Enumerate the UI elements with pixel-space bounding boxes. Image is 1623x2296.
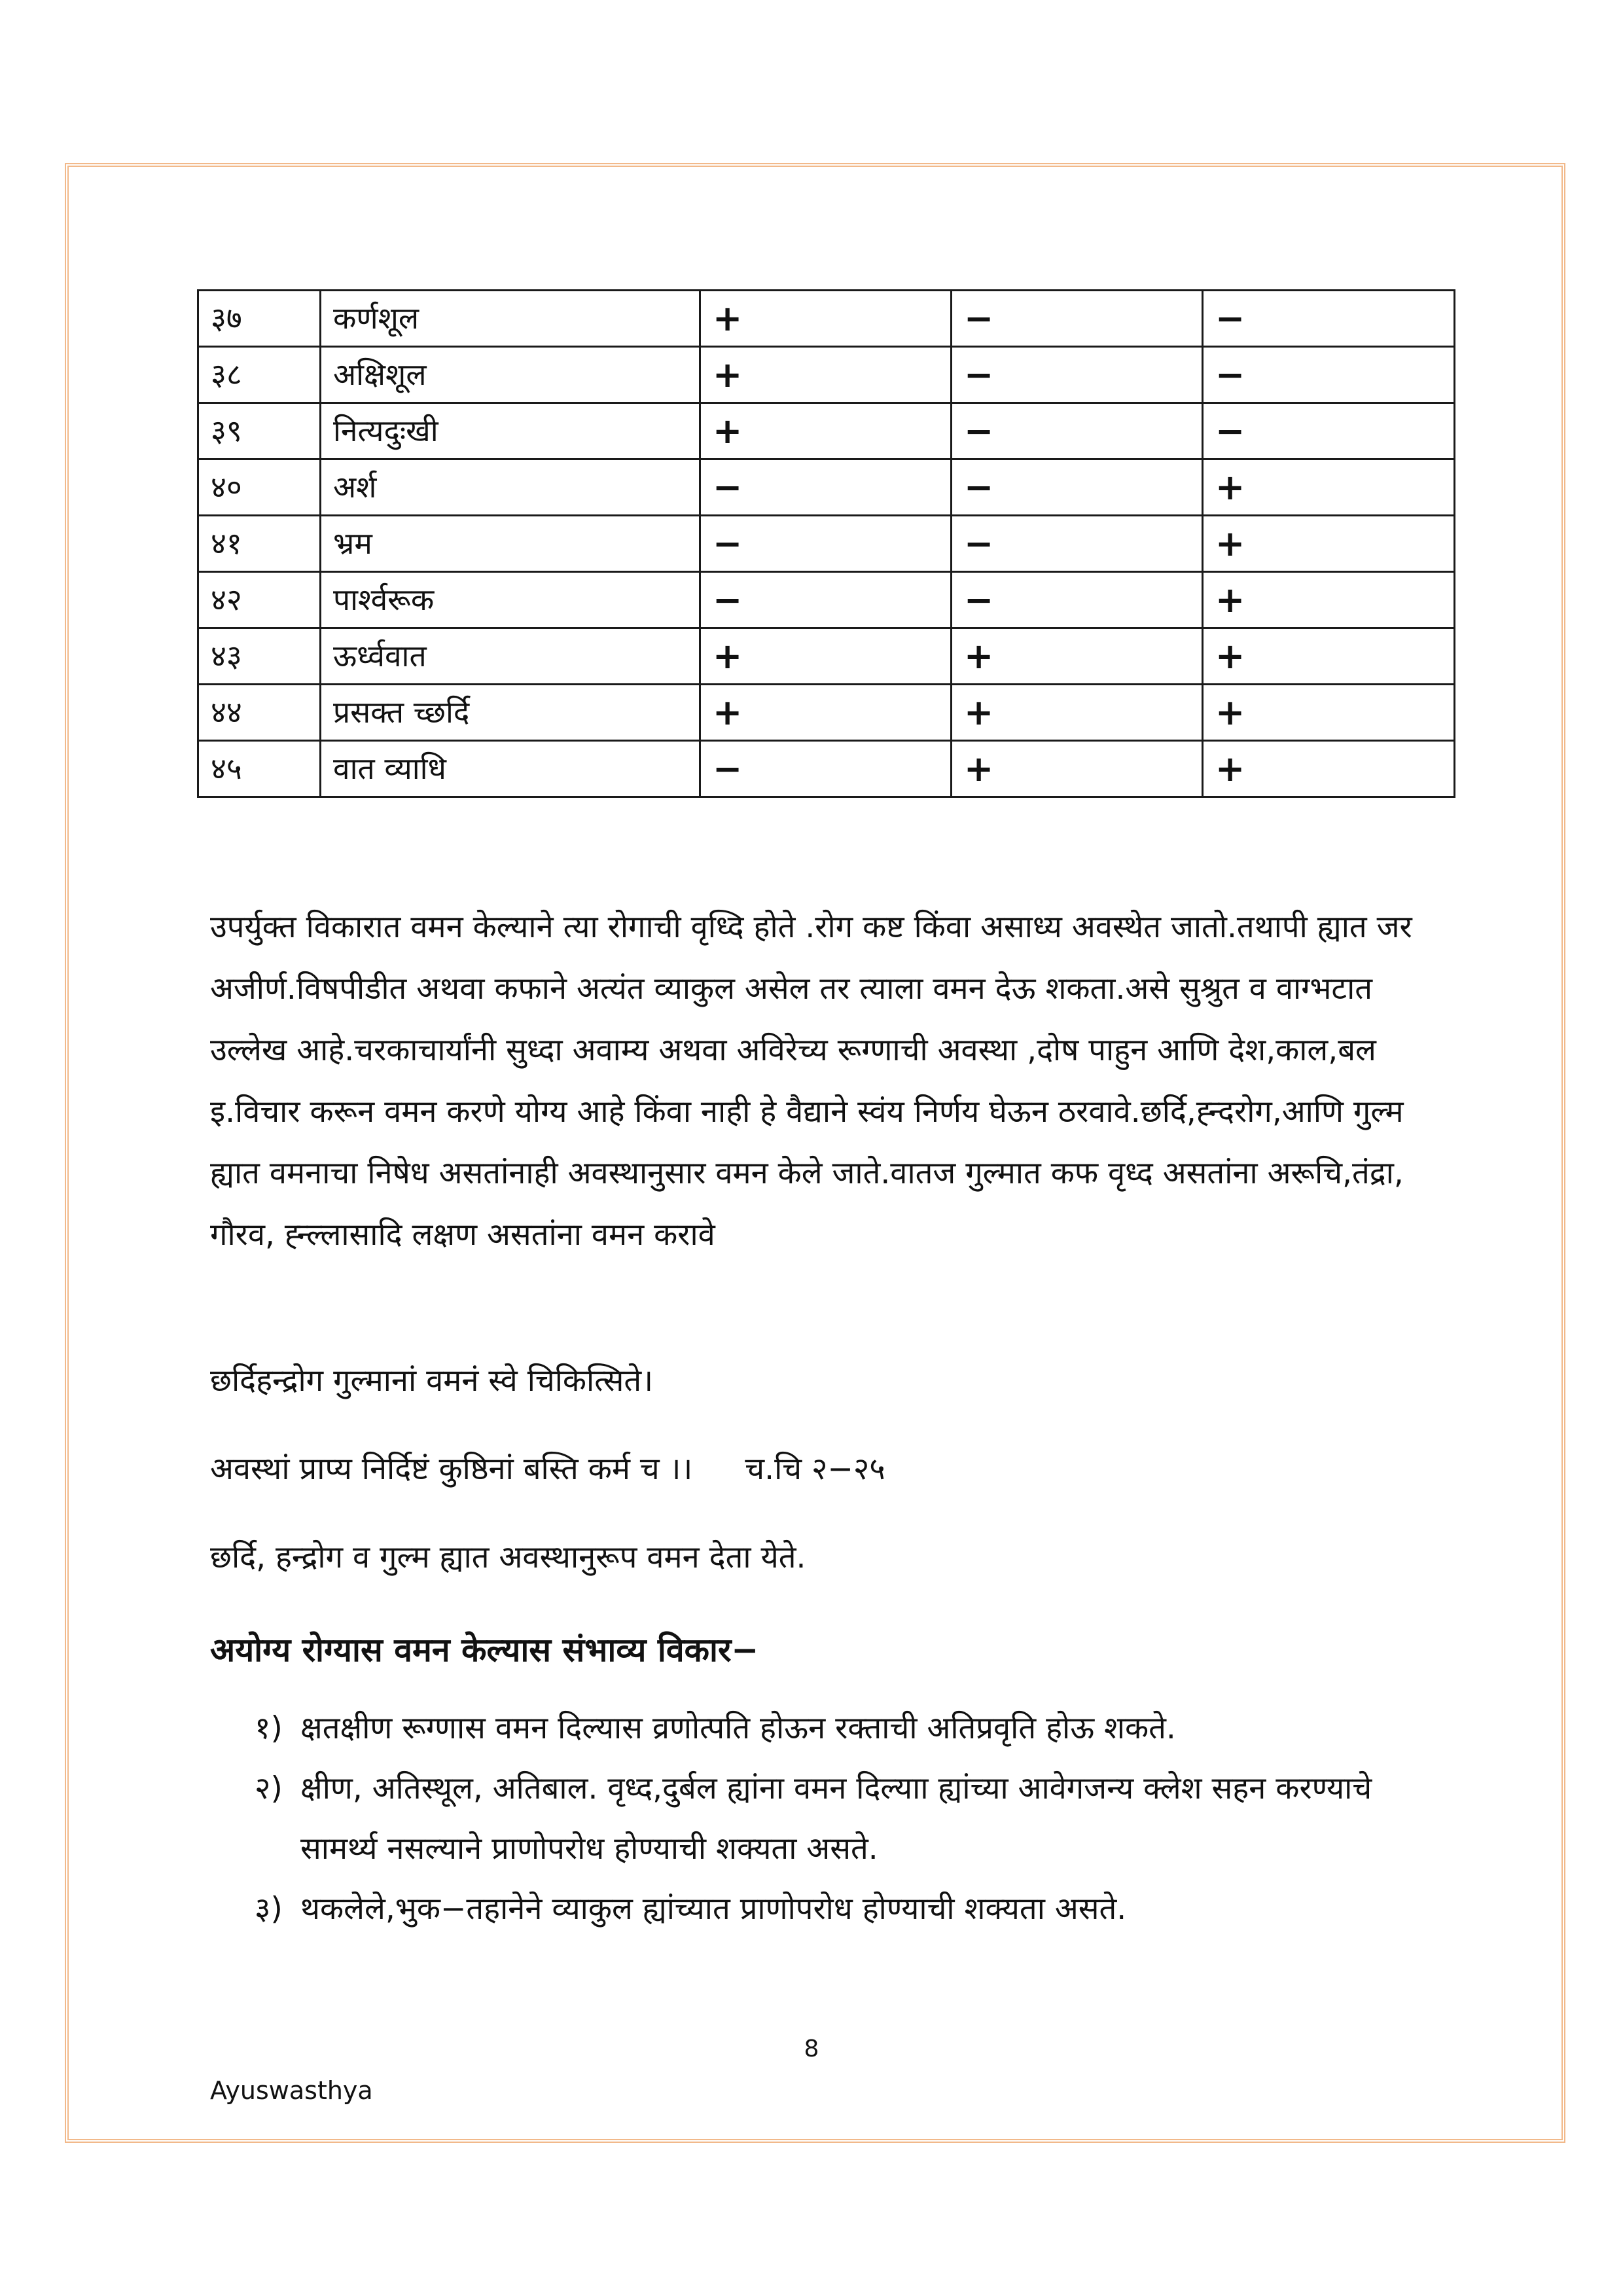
- cell-col3: +: [1203, 459, 1455, 516]
- disease-name: वात व्याधि: [321, 741, 700, 797]
- cell-col1: +: [700, 685, 952, 741]
- cell-col3: +: [1203, 516, 1455, 572]
- list-text: क्षतक्षीण रूग्णास वमन दिल्यास व्रणोत्पति होऊन रक्ताची अतिप्रवृति होऊ शकते.: [300, 1710, 1176, 1746]
- verse-line-1: छर्दिहन्द्रोग गुल्मानां वमनं स्वे चिकित्सिते।: [210, 1363, 654, 1399]
- cell-col3: −: [1203, 347, 1455, 403]
- list-item: [255, 1759, 1452, 1879]
- cell-col2: +: [952, 628, 1203, 685]
- table-row: [198, 291, 1455, 347]
- cell-col1: −: [700, 741, 952, 797]
- disease-name: कर्णशूल: [321, 291, 700, 347]
- cell-col2: −: [952, 572, 1203, 628]
- disease-name: अर्श: [321, 459, 700, 516]
- table-row: [198, 741, 1455, 797]
- list-number: ३): [255, 1891, 283, 1927]
- list-item: [255, 1698, 1452, 1759]
- table-row: [198, 572, 1455, 628]
- row-number: ४०: [198, 459, 321, 516]
- cell-col3: −: [1203, 291, 1455, 347]
- disease-name: अक्षिशूल: [321, 347, 700, 403]
- table-row: [198, 403, 1455, 459]
- cell-col2: −: [952, 291, 1203, 347]
- verse-meaning: छर्दि, हन्द्रोग व गुल्म ह्यात अवस्थानुरूप वमन देता येते.: [210, 1539, 806, 1575]
- cell-col3: +: [1203, 628, 1455, 685]
- table-row: [198, 459, 1455, 516]
- table-row: [198, 685, 1455, 741]
- cell-col1: +: [700, 628, 952, 685]
- verse-line-2: [210, 1446, 885, 1488]
- cell-col3: +: [1203, 572, 1455, 628]
- row-number: ४४: [198, 685, 321, 741]
- cell-col1: +: [700, 403, 952, 459]
- cell-col1: +: [700, 291, 952, 347]
- cell-col3: −: [1203, 403, 1455, 459]
- list-item: [255, 1879, 1452, 1939]
- table-row: [198, 516, 1455, 572]
- row-number: ४३: [198, 628, 321, 685]
- list-text: थकलेले,भुक−तहानेने व्याकुल ह्यांच्यात प्राणोपरोध होण्याची शक्यता असते.: [300, 1891, 1127, 1927]
- cell-col2: −: [952, 403, 1203, 459]
- disease-name: प्रसक्त च्छर्दि: [321, 685, 700, 741]
- list-number: १): [255, 1710, 283, 1746]
- cell-col2: −: [952, 347, 1203, 403]
- cell-col1: −: [700, 459, 952, 516]
- cell-col3: +: [1203, 741, 1455, 797]
- disease-name: नित्यदुःखी: [321, 403, 700, 459]
- cell-col2: +: [952, 685, 1203, 741]
- section-heading: अयोग्य रोग्यास वमन केल्यास संभाव्य विकार−: [210, 1631, 759, 1669]
- table-row: [198, 628, 1455, 685]
- cell-col2: −: [952, 516, 1203, 572]
- disorder-list: [255, 1698, 1452, 1939]
- list-text: क्षीण, अतिस्थूल, अतिबाल. वृध्द,दुर्बल ह्यांना वमन दिल्याा ह्यांच्या आवेगजन्य क्लेश सहन करण्याचे सामर्थ्य नसल्याने प्राणोपरोध होण्याची शक्यता असते.: [300, 1770, 1372, 1867]
- cell-col2: +: [952, 741, 1203, 797]
- row-number: ३९: [198, 403, 321, 459]
- disease-name: पार्श्वरूक: [321, 572, 700, 628]
- verse-reference: च.चि २−२५: [745, 1451, 885, 1487]
- body-paragraph: उपर्युक्त विकारात वमन केल्याने त्या रोगाची वृध्दि होते .रोग कष्ट किंवा असाध्य अवस्थेत जातो.तथापी ह्यात जर अजीर्ण.विषपीडीत अथवा कफाने अत्यंत व्याकुल असेल तर त्याला वमन देऊ शकता.असे सुश्रुत व वाग्भटात उल्लेख आहे.चरकाचार्यांनी सुध्दा अवाम्य अथवा अविरेच्य रूग्णाची अवस्था ,दोष पाहुन आणि देश,काल,बल इ.विचार करून वमन करणे योग्य आहे किंवा नाही हे वैद्याने स्वंय निर्णय घेऊन ठरवावे.छर्दि,ह्न्दरोग,आणि गुल्म ह्यात वमनाचा निषेध असतांनाही अवस्थानुसार वमन केले जाते.वातज गुल्मात कफ वृध्द असतांना अरूचि,तंद्रा, गौरव, ह्न्ल्लासादि लक्षण असतांना वमन करावे: [210, 909, 1412, 1253]
- row-number: ४१: [198, 516, 321, 572]
- cell-col2: −: [952, 459, 1203, 516]
- row-number: ३८: [198, 347, 321, 403]
- cell-col1: −: [700, 516, 952, 572]
- row-number: ३७: [198, 291, 321, 347]
- table-row: [198, 347, 1455, 403]
- verse-text: अवस्थां प्राप्य निर्दिष्टं कुष्ठिनां बस्ति कर्म च ।।: [210, 1451, 693, 1487]
- cell-col3: +: [1203, 685, 1455, 741]
- symptom-table: [197, 289, 1455, 798]
- page-number: 8: [804, 2036, 819, 2062]
- footer-label: Ayuswasthya: [210, 2076, 373, 2105]
- row-number: ४५: [198, 741, 321, 797]
- disease-name: भ्रम: [321, 516, 700, 572]
- list-number: २): [255, 1770, 283, 1806]
- disease-name: ऊर्ध्ववात: [321, 628, 700, 685]
- cell-col1: +: [700, 347, 952, 403]
- cell-col1: −: [700, 572, 952, 628]
- row-number: ४२: [198, 572, 321, 628]
